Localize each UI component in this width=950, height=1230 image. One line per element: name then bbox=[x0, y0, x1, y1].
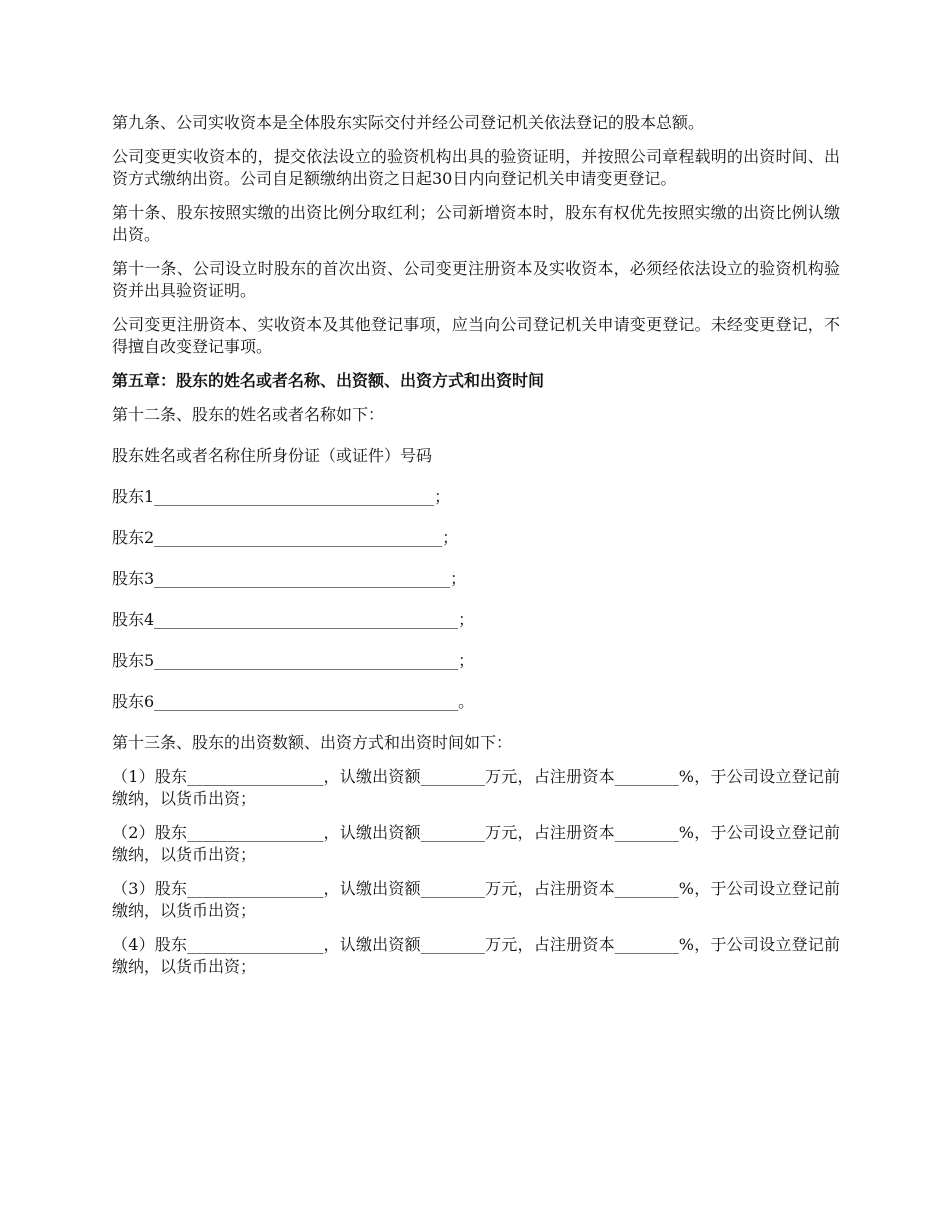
contribution-item: （3）股东_________________，认缴出资额________万元，占注册资本________%，于公司设立登记前缴纳，以货币出资； bbox=[112, 879, 840, 920]
article-9-paragraph-1: 第九条、公司实收资本是全体股东实际交付并经公司登记机关依法登记的股本总额。 bbox=[112, 113, 705, 132]
shareholder-table-columns: 股东姓名或者名称住所身份证（或证件）号码 bbox=[112, 446, 433, 465]
shareholder-line: 股东1___________________________________； bbox=[112, 487, 451, 506]
chapter-5-heading: 第五章：股东的姓名或者名称、出资额、出资方式和出资时间 bbox=[112, 371, 545, 390]
article-11-paragraph-1: 第十一条、公司设立时股东的首次出资、公司变更注册资本及实收资本，必须经依法设立的验资机构验资并出具验资证明。 bbox=[112, 259, 840, 300]
contribution-item: （2）股东_________________，认缴出资额________万元，占注册资本________%，于公司设立登记前缴纳，以货币出资； bbox=[112, 823, 840, 864]
contribution-item: （1）股东_________________，认缴出资额________万元，占注册资本________%，于公司设立登记前缴纳，以货币出资； bbox=[112, 767, 840, 808]
article-13-intro: 第十三条、股东的出资数额、出资方式和出资时间如下： bbox=[112, 733, 513, 752]
shareholder-line: 股东2____________________________________； bbox=[112, 528, 459, 547]
article-11-paragraph-2: 公司变更注册资本、实收资本及其他登记事项，应当向公司登记机关申请变更登记。未经变更登记，不得擅自改变登记事项。 bbox=[112, 315, 840, 356]
article-10-paragraph: 第十条、股东按照实缴的出资比例分取红利；公司新增资本时，股东有权优先按照实缴的出资比例认缴出资。 bbox=[112, 203, 840, 244]
article-9-paragraph-2: 公司变更实收资本的，提交依法设立的验资机构出具的验资证明，并按照公司章程载明的出资时间、出资方式缴纳出资。公司自足额缴纳出资之日起30日内向登记机关申请变更登记。 bbox=[112, 147, 840, 188]
document-page bbox=[112, 112, 840, 990]
article-12-intro: 第十二条、股东的姓名或者名称如下： bbox=[112, 405, 385, 424]
shareholder-line: 股东4______________________________________； bbox=[112, 610, 475, 629]
shareholder-line: 股东6______________________________________。 bbox=[112, 692, 475, 711]
shareholder-line: 股东5______________________________________； bbox=[112, 651, 475, 670]
shareholder-line: 股东3_____________________________________； bbox=[112, 569, 467, 588]
contribution-item: （4）股东_________________，认缴出资额________万元，占注册资本________%，于公司设立登记前缴纳，以货币出资； bbox=[112, 935, 840, 976]
